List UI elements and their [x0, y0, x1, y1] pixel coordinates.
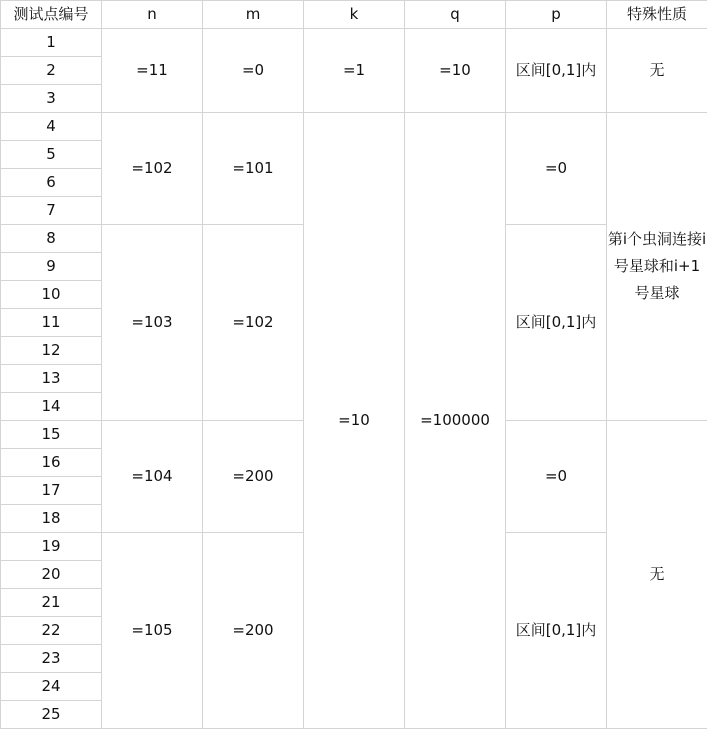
p-cell[interactable]: 区间[0,1]内 [506, 533, 607, 729]
case-number-cell[interactable]: 24 [1, 673, 102, 701]
case-number-cell[interactable]: 21 [1, 589, 102, 617]
n-cell[interactable]: =105 [102, 533, 203, 729]
n-cell[interactable]: =102 [102, 113, 203, 225]
case-number-cell[interactable]: 2 [1, 57, 102, 85]
p-cell[interactable]: 区间[0,1]内 [506, 29, 607, 113]
n-cell[interactable]: =11 [102, 29, 203, 113]
m-cell[interactable]: =200 [203, 421, 304, 533]
p-cell[interactable]: =0 [506, 113, 607, 225]
case-number-cell[interactable]: 4 [1, 113, 102, 141]
case-number-cell[interactable]: 7 [1, 197, 102, 225]
k-cell[interactable]: =1 [304, 29, 405, 113]
special-cell[interactable]: 无 [607, 29, 707, 113]
table-row [1, 113, 707, 141]
n-cell[interactable]: =104 [102, 421, 203, 533]
case-number-cell[interactable]: 20 [1, 561, 102, 589]
case-number-cell[interactable]: 17 [1, 477, 102, 505]
header-special[interactable]: 特殊性质 [607, 1, 707, 29]
case-number-cell[interactable]: 8 [1, 225, 102, 253]
k-cell[interactable]: =10 [304, 113, 405, 729]
case-number-cell[interactable]: 23 [1, 645, 102, 673]
header-p[interactable]: p [506, 1, 607, 29]
m-cell[interactable]: =200 [203, 533, 304, 729]
case-number-cell[interactable]: 11 [1, 309, 102, 337]
table-row [1, 29, 707, 57]
case-number-cell[interactable]: 12 [1, 337, 102, 365]
header-row [1, 1, 707, 29]
p-cell[interactable]: =0 [506, 421, 607, 533]
header-q[interactable]: q [405, 1, 506, 29]
header-k[interactable]: k [304, 1, 405, 29]
case-number-cell[interactable]: 18 [1, 505, 102, 533]
p-cell[interactable]: 区间[0,1]内 [506, 225, 607, 421]
m-cell[interactable]: =102 [203, 225, 304, 421]
case-number-cell[interactable]: 3 [1, 85, 102, 113]
case-number-cell[interactable]: 9 [1, 253, 102, 281]
q-cell[interactable]: =10 [405, 29, 506, 113]
case-number-cell[interactable]: 13 [1, 365, 102, 393]
case-number-cell[interactable]: 16 [1, 449, 102, 477]
case-number-cell[interactable]: 14 [1, 393, 102, 421]
special-cell[interactable]: 第i个虫洞连接i号星球和i+1号星球 [607, 113, 707, 421]
case-number-cell[interactable]: 5 [1, 141, 102, 169]
case-number-cell[interactable]: 19 [1, 533, 102, 561]
case-number-cell[interactable]: 10 [1, 281, 102, 309]
case-number-cell[interactable]: 22 [1, 617, 102, 645]
special-cell[interactable]: 无 [607, 421, 707, 729]
m-cell[interactable]: =0 [203, 29, 304, 113]
n-cell[interactable]: =103 [102, 225, 203, 421]
case-number-cell[interactable]: 6 [1, 169, 102, 197]
case-number-cell[interactable]: 1 [1, 29, 102, 57]
case-number-cell[interactable]: 25 [1, 701, 102, 729]
q-cell[interactable]: =100000 [405, 113, 506, 729]
header-n[interactable]: n [102, 1, 203, 29]
header-case[interactable]: 测试点编号 [1, 1, 102, 29]
header-m[interactable]: m [203, 1, 304, 29]
m-cell[interactable]: =101 [203, 113, 304, 225]
case-number-cell[interactable]: 15 [1, 421, 102, 449]
